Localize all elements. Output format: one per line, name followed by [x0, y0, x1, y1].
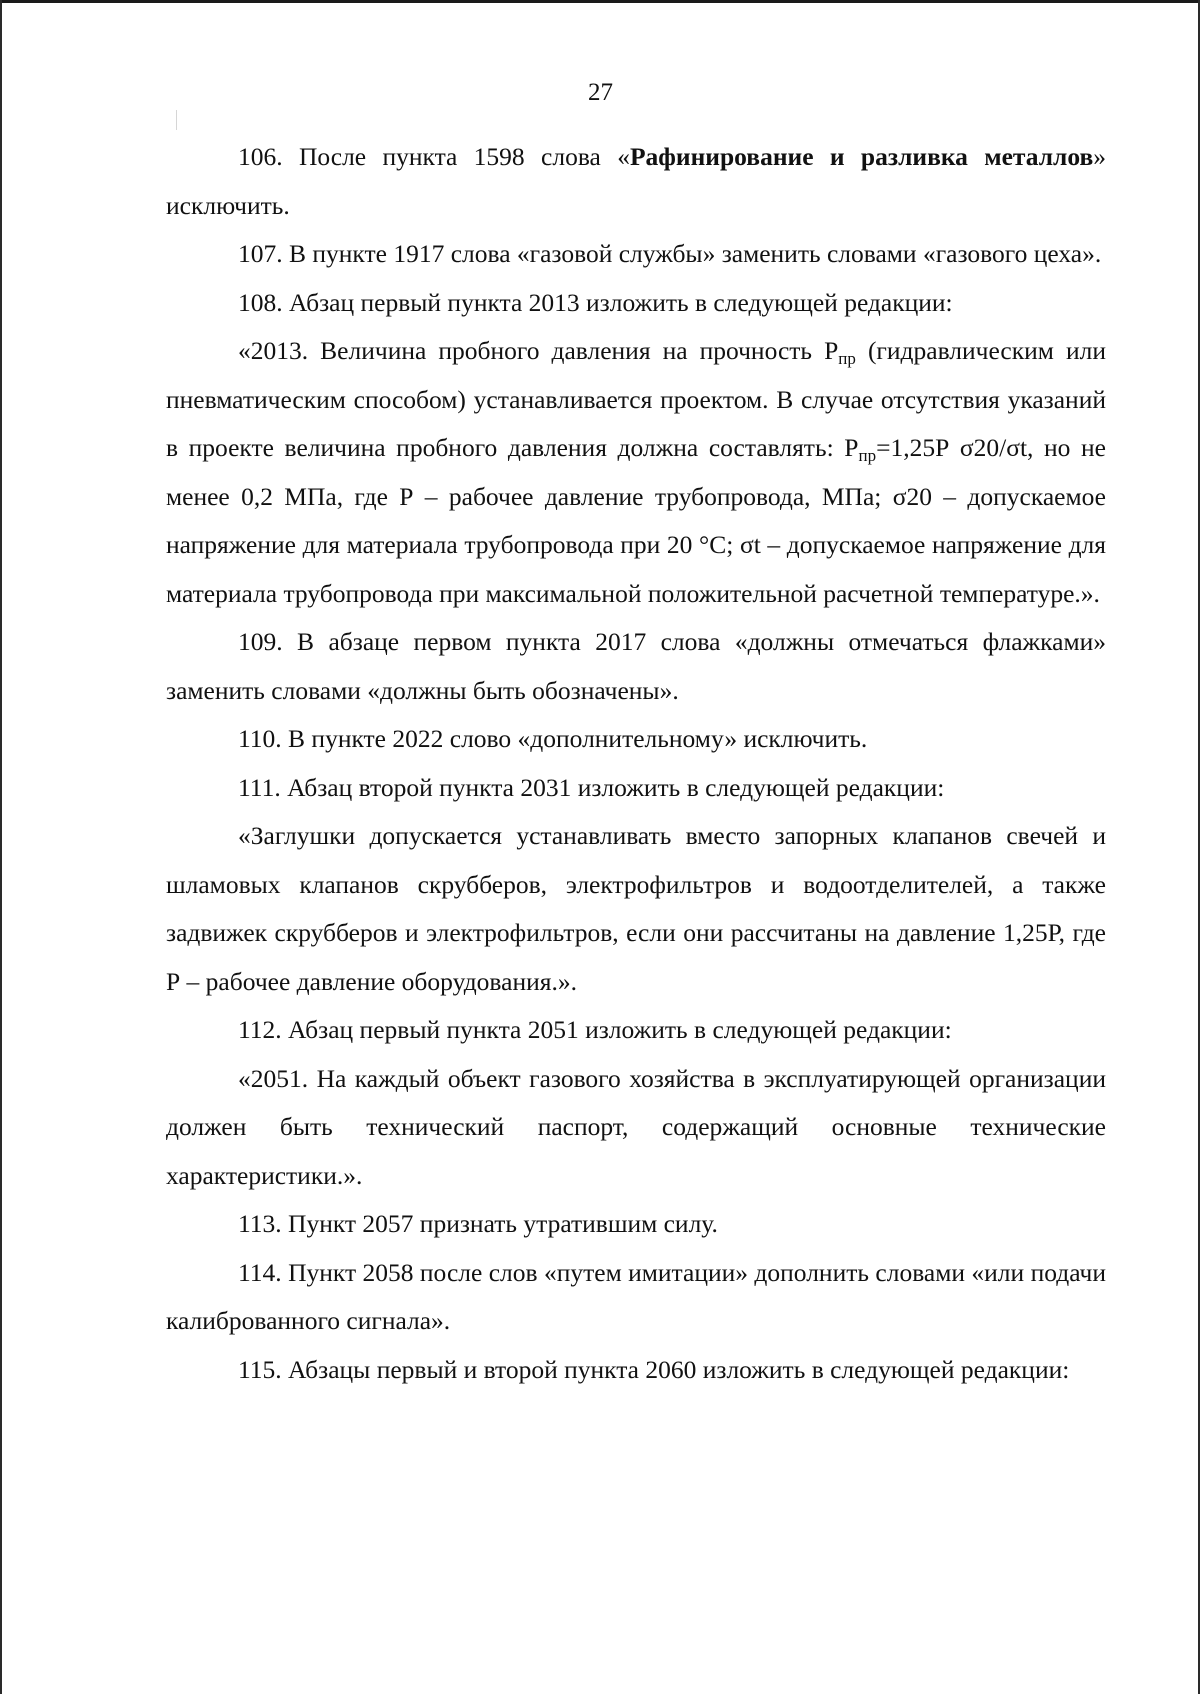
- item-112: 112. Абзац первый пункта 2051 изложить в следующей редакции:: [238, 1015, 952, 1044]
- scan-margin-mark: [176, 110, 177, 130]
- item-108-quote-sub2: пр: [858, 446, 877, 465]
- scan-edge-left: [0, 0, 2, 1694]
- item-108-quote-sub1: пр: [838, 349, 856, 368]
- item-106-bold: Рафинирование и разливка металлов: [629, 142, 1094, 171]
- item-114: 114. Пункт 2058 после слов «путем имитации» дополнить словами «или подачи калиброванного сигнала».: [166, 1257, 1106, 1335]
- item-111-quote: «Заглушки допускается устанавливать вместо запорных клапанов свечей и шламовых клапанов скрубберов, электрофильтров и водоотделителей, а также задвижек скрубберов и электрофильтров, если они рассчитаны на давление 1,25Р, где Р – рабочее давление оборудования.».: [166, 821, 1106, 996]
- item-110: 110. В пункте 2022 слово «дополнительному» исключить.: [238, 724, 868, 753]
- item-108-quote-c: =1,25Р σ20/σt, но не менее 0,2 МПа, где Р – рабочее давление трубопровода, МПа; σ20 – допускаемое напряжение для материала трубопровода при 20 °С; σt – допускаемое напряжение для материала трубопровода при максимальной положительной расчетной температуре.».: [166, 433, 1106, 608]
- item-108-quote-b: (гидравлическим или пневматическим способом) устанавливается проектом. В случае отсутствия указаний в проекте величина пробного давления должна составлять: Р: [166, 336, 1106, 462]
- item-111: 111. Абзац второй пункта 2031 изложить в следующей редакции:: [238, 772, 945, 802]
- item-115: 115. Абзацы первый и второй пункта 2060 изложить в следующей редакции:: [238, 1354, 1070, 1384]
- document-body: [166, 133, 1106, 1394]
- item-108-quote: [166, 327, 1106, 618]
- item-112-quote: «2051. На каждый объект газового хозяйства в эксплуатирующей организации должен быть технический паспорт, содержащий основные технические характеристики.».: [166, 1063, 1106, 1190]
- item-107: 107. В пункте 1917 слова «газовой службы» заменить словами «газового цеха».: [238, 239, 1102, 268]
- item-106-pre: 106. После пункта 1598 слова «: [238, 142, 630, 171]
- item-106-post: » исключить.: [166, 142, 1106, 220]
- scan-edge-top: [0, 0, 1200, 3]
- item-106: [166, 133, 1106, 230]
- item-113: 113. Пункт 2057 признать утратившим силу.: [238, 1209, 718, 1238]
- item-108: 108. Абзац первый пункта 2013 изложить в следующей редакции:: [238, 287, 953, 317]
- item-108-quote-a: «2013. Величина пробного давления на прочность Р: [238, 336, 839, 365]
- item-109: 109. В абзаце первом пункта 2017 слова «должны отмечаться флажками» заменить словами «должны быть обозначены».: [166, 627, 1106, 705]
- page-number: 27: [588, 79, 613, 106]
